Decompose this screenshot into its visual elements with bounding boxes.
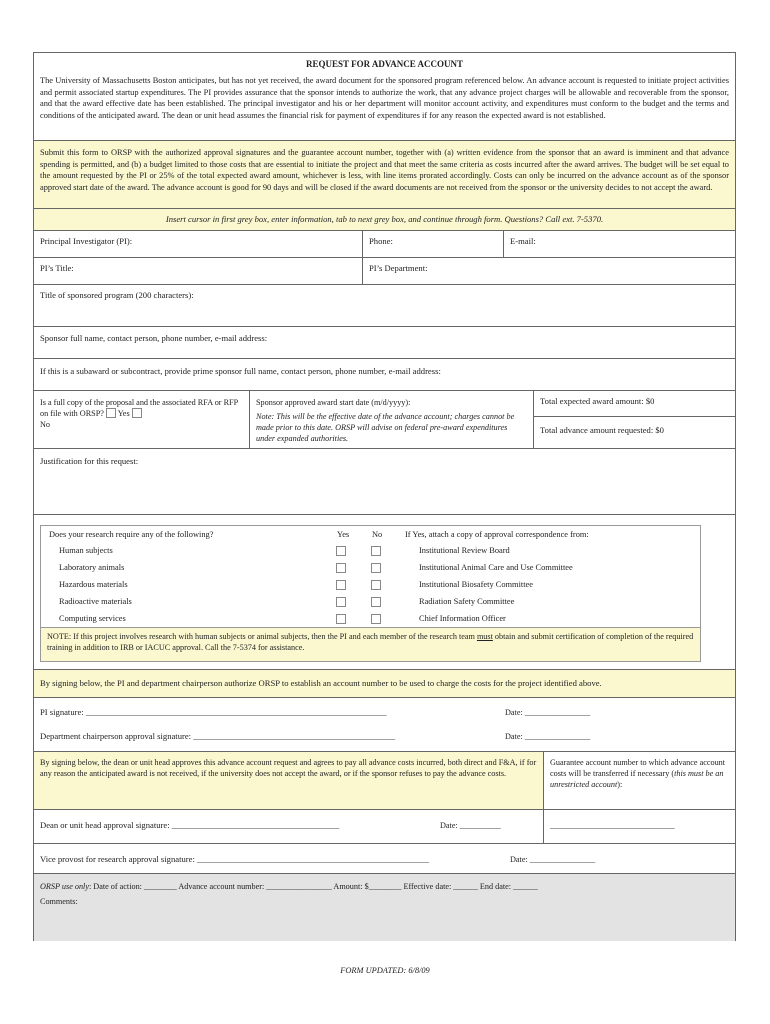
research-item-authority: Institutional Animal Care and Use Committee	[419, 563, 573, 572]
start-date-cell[interactable]	[249, 391, 533, 448]
amounts-cell	[533, 391, 735, 448]
submit-note-section	[34, 141, 735, 209]
pi-label: Principal Investigator (PI):	[40, 236, 133, 246]
total-expected-label: Total expected award amount: $0	[540, 396, 655, 406]
pi-title-row	[34, 258, 735, 285]
total-advance-label: Total advance amount requested: $0	[540, 425, 664, 435]
vp-date-line: Date: ________________	[510, 855, 596, 864]
vp-signature-line: Vice provost for research approval signature: ______________________________________________________	[40, 854, 430, 864]
subaward-row[interactable]	[34, 359, 735, 391]
subaward-label: If this is a subaward or subcontract, provide prime sponsor full name, contact person, phone number, e-mail address:	[40, 366, 441, 376]
research-item-row	[41, 610, 700, 628]
submit-note-text: Submit this form to ORSP with the authorized approval signatures and the guarantee account number, together with (a) written evidence from the sponsor that an award is imminent and that advance spending is permitted, and (b) a budget limited to those costs that are essential to initiate the project and that meet the same criteria as costs incurred after the award arrives. The budget will be set equal to the amount requested by the PI or 25% of the total expected award amount, whichever is less, with line items prorated accordingly. Costs can only be incurred on the advance account as of the sponsor approved start date of the award. The advance account is good for 90 days and will be closed if the award documents are not received from the sponsor or the university decides to not accept the award.	[40, 148, 729, 192]
research-no-header: No	[372, 530, 383, 539]
dean-text: By signing below, the dean or unit head approves this advance account request and agrees to pay all advance costs incurred, both direct and F&A, if for any reason the anticipated award is not received, if the university does not accept the award, or if the sponsor refuses to pay the advance costs.	[40, 758, 537, 778]
vp-signature-row[interactable]	[34, 844, 735, 874]
research-item-label: Laboratory animals	[59, 563, 125, 572]
research-item-authority: Radiation Safety Committee	[419, 597, 515, 606]
pi-row	[34, 231, 735, 258]
research-table	[40, 525, 701, 662]
justification-label: Justification for this request:	[40, 456, 139, 466]
research-item-yes-checkbox[interactable]	[336, 580, 346, 590]
chair-signature-line: Department chairperson approval signature: _______________________________________________	[40, 731, 396, 741]
dean-section	[34, 752, 735, 810]
research-item-authority: Chief Information Officer	[419, 614, 506, 623]
chair-date-line: Date: ________________	[505, 732, 591, 741]
phone-label: Phone:	[369, 236, 393, 246]
research-item-row	[41, 542, 700, 560]
research-yes-header: Yes	[337, 530, 350, 539]
orsp-comments-label: Comments:	[40, 897, 78, 906]
guarantee-cell	[543, 752, 735, 809]
research-if-yes-header: If Yes, attach a copy of approval correspondence from:	[405, 530, 589, 539]
research-item-yes-checkbox[interactable]	[336, 563, 346, 573]
intro-text: The University of Massachusetts Boston anticipates, but has not yet received, the award document for the sponsored program referenced below. An advance account is requested to initiate project activities and permit associated startup expenditures. The PI provides assurance that the sponsor intends to authorize the work, that any advance project charges will be allowable and recoverable from the sponsor, and that the award effective date has been established. The principal investigator and his or her department will monitor account activity, and expenditures must conform to the budget and the terms and conditions of the anticipated award. The dean or unit head assumes the financial risk for payment of expenditures if for any reason the expected award is not established.	[40, 76, 729, 120]
research-item-no-checkbox[interactable]	[371, 563, 381, 573]
research-item-authority: Institutional Review Board	[419, 546, 510, 555]
instruction-text: Insert cursor in first grey box, enter information, tab to next grey box, and continue through form. Questions? Call ext. 7-5370.	[165, 214, 604, 224]
pi-signature-line: PI signature: ______________________________________________________________________	[40, 707, 387, 717]
pi-department-label: PI’s Department:	[369, 263, 428, 273]
intro-section	[34, 53, 735, 141]
sponsor-label: Sponsor full name, contact person, phone number, e-mail address:	[40, 333, 268, 343]
research-item-no-checkbox[interactable]	[371, 546, 381, 556]
start-date-note: Note: This will be the effective date of the advance account; charges cannot be made prior to this date. ORSP will advise on federal pre-award expenditures under expanded authorities.	[256, 412, 515, 443]
proposal-on-file-cell	[34, 391, 249, 448]
sponsor-row[interactable]	[34, 327, 735, 359]
orsp-fields: : Date of action: ________ Advance account number: ________________ Amount: $________ Effective date: ______ End date: ______	[88, 882, 538, 891]
guarantee-account-line: _____________________________	[550, 820, 675, 830]
total-advance-field[interactable]	[534, 416, 735, 448]
research-item-yes-checkbox[interactable]	[336, 597, 346, 607]
research-item-label: Hazardous materials	[59, 580, 128, 589]
pi-signature-row[interactable]	[34, 698, 735, 752]
proposal-no-checkbox[interactable]	[132, 408, 142, 418]
research-item-label: Radioactive materials	[59, 597, 132, 606]
proposal-yes-checkbox[interactable]	[106, 408, 116, 418]
email-label: E-mail:	[510, 236, 536, 246]
form-title: REQUEST FOR ADVANCE ACCOUNT	[306, 59, 463, 69]
orsp-section	[34, 874, 735, 941]
form-updated-footer: FORM UPDATED: 6/8/09	[340, 966, 430, 975]
program-title-row[interactable]	[34, 285, 735, 327]
guarantee-text-end: ):	[617, 780, 623, 789]
research-item-no-checkbox[interactable]	[371, 597, 381, 607]
research-note-must: must	[476, 632, 493, 641]
pi-department-cell[interactable]	[362, 258, 735, 284]
research-item-row	[41, 576, 700, 594]
pi-date-line: Date: ________________	[505, 708, 591, 717]
instruction-section	[34, 209, 735, 231]
dean-signature-line: Dean or unit head approval signature: _______________________________________	[40, 820, 340, 830]
research-question: Does your research require any of the following?	[49, 530, 214, 539]
research-item-row	[41, 559, 700, 577]
proposal-row	[34, 391, 735, 449]
guarantee-text	[550, 757, 729, 790]
research-note	[41, 627, 700, 661]
research-section	[34, 515, 735, 670]
justification-row[interactable]	[34, 449, 735, 515]
phone-cell[interactable]	[362, 231, 503, 257]
research-item-label: Human subjects	[59, 546, 113, 555]
orsp-label: ORSP use only	[40, 882, 89, 891]
research-item-yes-checkbox[interactable]	[336, 614, 346, 624]
pi-authorize-text: By signing below, the PI and department chairperson authorize ORSP to establish an account number to be used to charge the costs for the project identified above.	[40, 678, 602, 688]
proposal-question: Is a full copy of the proposal and the associated RFA or RFP on file with ORSP?	[40, 398, 238, 418]
dean-signature-row	[34, 810, 735, 844]
research-item-row	[41, 593, 700, 611]
research-item-no-checkbox[interactable]	[371, 580, 381, 590]
orsp-line	[40, 881, 729, 892]
dean-signature-cell[interactable]	[34, 810, 543, 843]
research-item-no-checkbox[interactable]	[371, 614, 381, 624]
total-expected-field[interactable]	[534, 391, 735, 417]
proposal-no-label: No	[40, 420, 51, 429]
dean-text-cell	[34, 752, 543, 809]
program-title-label: Title of sponsored program (200 characters):	[40, 290, 194, 300]
pi-authorize-section	[34, 670, 735, 698]
dean-date-line: Date: __________	[440, 821, 501, 830]
guarantee-account-cell[interactable]	[543, 810, 735, 843]
proposal-yes-label: Yes	[117, 409, 130, 418]
pi-title-label: PI’s Title:	[40, 263, 74, 273]
pi-cell[interactable]	[34, 231, 362, 257]
pi-title-cell[interactable]	[34, 258, 362, 284]
email-cell[interactable]	[503, 231, 735, 257]
research-item-yes-checkbox[interactable]	[336, 546, 346, 556]
research-item-authority: Institutional Biosafety Committee	[419, 580, 533, 589]
advance-account-form	[33, 52, 736, 941]
start-date-label: Sponsor approved award start date (m/d/yyyy):	[256, 398, 411, 407]
guarantee-text-italic: this must be an unrestricted account	[550, 769, 724, 789]
guarantee-text-start: Guarantee account number to which advance account costs will be transferred if necessary (	[550, 758, 726, 778]
research-item-label: Computing services	[59, 614, 126, 623]
research-note-text-end: obtain and submit certification of completion of the required training in addition to IRB or IACUC approval. Call the 7-5374 for assistance.	[47, 632, 694, 652]
research-note-text: NOTE: If this project involves research with human subjects or animal subjects, then the PI and each member of the research team	[47, 632, 477, 641]
